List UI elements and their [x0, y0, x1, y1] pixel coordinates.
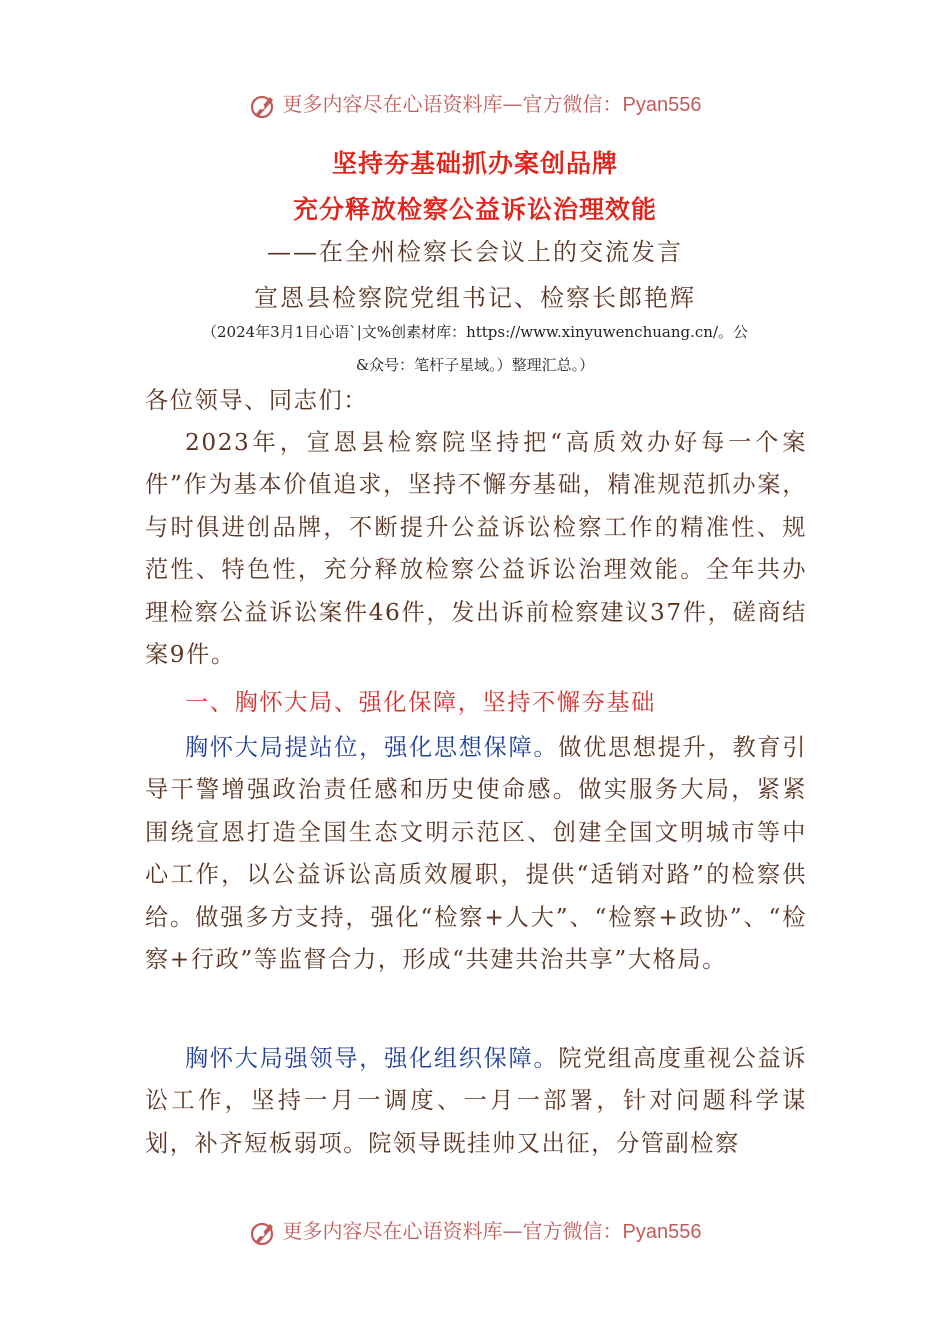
paragraph-body: 院党组高度重视公益诉讼工作，坚持一月一调度、一月一部署，针对问题科学谋划，补齐短板弱项。院领导既挂帅又出征，分管副检察 — [145, 1045, 808, 1157]
banner-wechat-label: 官方微信： — [522, 1219, 623, 1243]
top-watermark-banner — [0, 90, 950, 120]
document-title-line-1: 坚持夯基础抓办案创品牌 — [331, 149, 618, 178]
document-title-line-2: 充分释放检察公益诉讼治理效能 — [292, 195, 657, 224]
banner-text: 更多内容尽在心语资料库 — [282, 1219, 503, 1243]
section-heading-1: 一、胸怀大局、强化保障，坚持不懈夯基础 — [185, 689, 656, 716]
greeting: 各位领导、同志们： — [145, 387, 369, 414]
paragraph-thought-guarantee — [145, 727, 807, 981]
paragraph-organization-guarantee — [145, 1038, 807, 1165]
banner-wechat-id: Pyan556 — [622, 94, 702, 116]
document-subtitle: ——在全州检察长会议上的交流发言 — [267, 238, 683, 266]
banner-dash: — — [502, 1219, 523, 1243]
speaker-line: 宣恩县检察院党组书记、检察长郎艳辉 — [254, 284, 696, 312]
bottom-watermark-banner — [0, 1217, 950, 1247]
pen-circle-icon — [249, 1219, 277, 1247]
pen-circle-icon — [249, 92, 277, 120]
banner-dash: — — [502, 92, 523, 116]
paragraph-lead-phrase: 胸怀大局提站位，强化思想保障。 — [185, 734, 559, 761]
banner-wechat-label: 官方微信： — [522, 92, 623, 116]
paragraph-body: 做优思想提升，教育引导干警增强政治责任感和历史使命感。做实服务大局，紧紧围绕宣恩打造全国生态文明示范区、创建全国文明城市等中心工作，以公益诉讼高质效履职，提供“适销对路”的检察供给。做强多方支持，强化“检察+人大”、“检察+政协”、“检察+行政”等监督合力，形成“共建共治共享”大格局。 — [145, 734, 808, 974]
paragraph-lead-phrase: 胸怀大局强领导，强化组织保障。 — [185, 1045, 559, 1072]
banner-wechat-id: Pyan556 — [622, 1221, 702, 1243]
source-note-line-1: （2024年3月1日心语`|文%创素材库：https://www.xinyuwenchuang.cn/。公 — [202, 323, 748, 341]
source-note-line-2: &众号：笔杆子星域。）整理汇总。） — [355, 356, 595, 374]
paragraph-intro: 2023年，宣恩县检察院坚持把“高质效办好每一个案件”作为基本价值追求，坚持不懈夯基础，精准规范抓办案，与时俱进创品牌，不断提升公益诉讼检察工作的精准性、规范性、特色性，充分释放检察公益诉讼治理效能。全年共办理检察公益诉讼案件46件，发出诉前检察建议37件，磋商结案9件。 — [145, 429, 807, 669]
banner-text: 更多内容尽在心语资料库 — [282, 92, 503, 116]
